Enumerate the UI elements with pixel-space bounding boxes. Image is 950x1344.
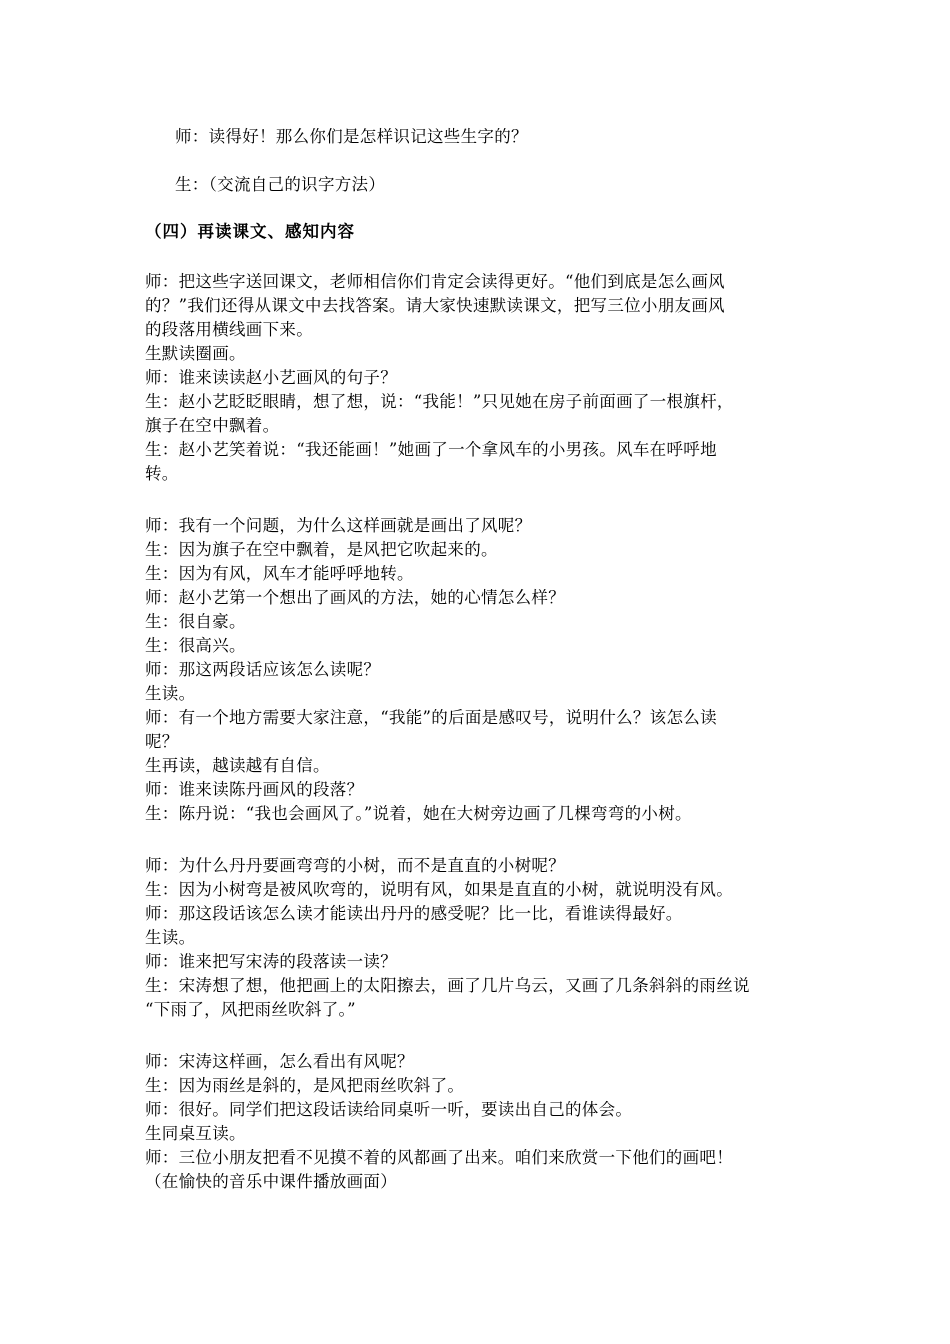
dialogue-line: 呢？ <box>145 732 179 751</box>
dialogue-line: 生读。 <box>145 928 196 947</box>
dialogue-line: 生：宋涛想了想，他把画上的太阳擦去，画了几片乌云，又画了几条斜斜的雨丝说 <box>145 976 750 995</box>
dialogue-line: 生：因为雨丝是斜的，是风把雨丝吹斜了。 <box>145 1076 465 1095</box>
dialogue-line: 师：赵小艺第一个想出了画风的方法，她的心情怎么样？ <box>145 588 565 607</box>
dialogue-line: 师：有一个地方需要大家注意，“我能”的后面是感叹号，说明什么？该怎么读 <box>145 708 717 727</box>
dialogue-line: （在愉快的音乐中课件播放画面） <box>145 1172 397 1191</box>
dialogue-line: 师：三位小朋友把看不见摸不着的风都画了出来。咱们来欣赏一下他们的画吧！ <box>145 1148 733 1167</box>
dialogue-line: 师：那这段话该怎么读才能读出丹丹的感受呢？比一比，看谁读得最好。 <box>145 904 683 923</box>
dialogue-line: 生：因为小树弯是被风吹弯的，说明有风，如果是直直的小树，就说明没有风。 <box>145 880 733 899</box>
dialogue-line: 旗子在空中飘着。 <box>145 416 280 435</box>
dialogue-line: 生：（交流自己的识字方法） <box>175 175 386 194</box>
dialogue-line: 生：赵小艺眨眨眼睛，想了想，说：“我能！”只见她在房子前面画了一根旗杆， <box>145 392 734 411</box>
dialogue-line: “下雨了，风把雨丝吹斜了。” <box>145 1000 356 1019</box>
dialogue-line: 生再读，越读越有自信。 <box>145 756 330 775</box>
dialogue-line: 生同桌互读。 <box>145 1124 246 1143</box>
dialogue-line: 师：谁来读陈丹画风的段落？ <box>145 780 364 799</box>
section-heading: （四）再读课文、感知内容 <box>145 222 355 241</box>
dialogue-line: 的？”我们还得从课文中去找答案。请大家快速默读课文，把写三位小朋友画风 <box>145 296 725 315</box>
dialogue-line: 生默读圈画。 <box>145 344 246 363</box>
dialogue-line: 师：为什么丹丹要画弯弯的小树，而不是直直的小树呢？ <box>145 856 565 875</box>
dialogue-line: 师：我有一个问题，为什么这样画就是画出了风呢？ <box>145 516 532 535</box>
dialogue-line: 生：因为有风，风车才能呼呼地转。 <box>145 564 414 583</box>
dialogue-line: 生：陈丹说：“我也会画风了。”说着，她在大树旁边画了几棵弯弯的小树。 <box>145 804 692 823</box>
dialogue-line: 师：谁来把写宋涛的段落读一读？ <box>145 952 397 971</box>
dialogue-line: 生读。 <box>145 684 196 703</box>
dialogue-line: 师：把这些字送回课文，老师相信你们肯定会读得更好。“他们到底是怎么画风 <box>145 272 725 291</box>
dialogue-line: 生：很自豪。 <box>145 612 246 631</box>
dialogue-line: 师：宋涛这样画，怎么看出有风呢？ <box>145 1052 414 1071</box>
dialogue-line: 师：读得好！那么你们是怎样识记这些生字的？ <box>175 127 528 146</box>
dialogue-line: 师：很好。同学们把这段话读给同桌听一听，要读出自己的体会。 <box>145 1100 633 1119</box>
dialogue-line: 生：赵小艺笑着说：“我还能画！”她画了一个拿风车的小男孩。风车在呼呼地 <box>145 440 717 459</box>
dialogue-line: 转。 <box>145 464 179 483</box>
dialogue-line: 生：因为旗子在空中飘着，是风把它吹起来的。 <box>145 540 498 559</box>
dialogue-line: 生：很高兴。 <box>145 636 246 655</box>
dialogue-line: 师：谁来读读赵小艺画风的句子？ <box>145 368 397 387</box>
dialogue-line: 师：那这两段话应该怎么读呢？ <box>145 660 381 679</box>
dialogue-line: 的段落用横线画下来。 <box>145 320 313 339</box>
